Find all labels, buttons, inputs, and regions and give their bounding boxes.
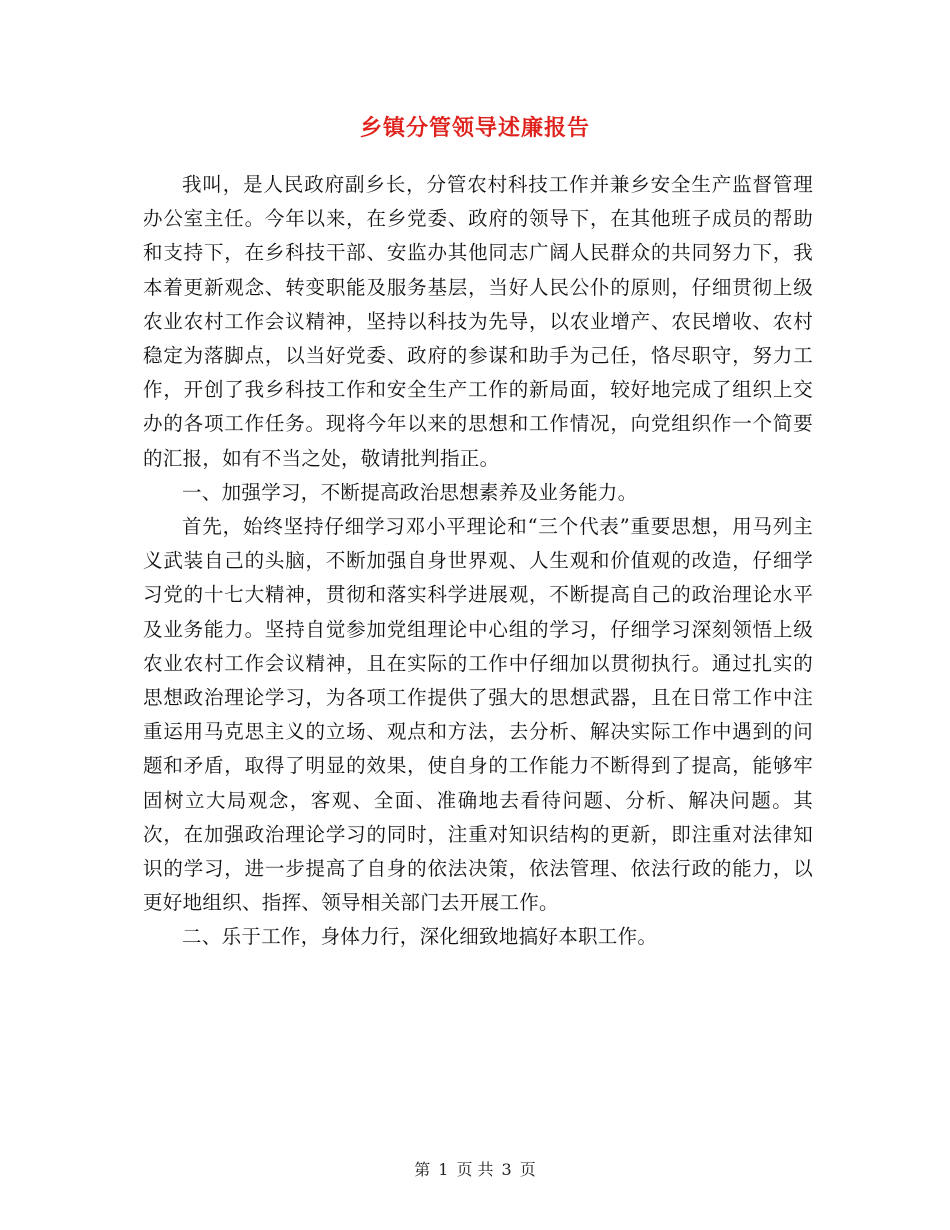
section-heading-1: 一、加强学习，不断提高政治思想素养及业务能力。 [182,480,638,504]
footer-suffix: 页 [519,1160,536,1179]
footer-middle: 页 共 [456,1160,494,1179]
footer-total-pages: 3 [501,1160,512,1179]
document-body [143,168,813,955]
section-heading-2: 二、乐于工作，身体力行，深化细致地搞好本职工作。 [182,925,658,949]
page-footer [0,1158,950,1182]
document-title: 乡镇分管领导述廉报告 [359,115,590,141]
paragraph-intro: 我叫，是人民政府副乡长，分管农村科技工作并兼乡安全生产监督管理办公室主任。今年以来，在乡党委、政府的领导下，在其他班子成员的帮助和支持下，在乡科技干部、安监办其他同志广阔人民群众的共同努力下，我本着更新观念、转变职能及服务基层，当好人民公仆的原则，仔细贯彻上级农业农村工作会议精神，坚持以科技为先导，以农业增产、农民增收、农村稳定为落脚点，以当好党委、政府的参谋和助手为己任，恪尽职守，努力工作，开创了我乡科技工作和安全生产工作的新局面，较好地完成了组织上交办的各项工作任务。现将今年以来的思想和工作情况，向党组织作一个简要的汇报，如有不当之处，敬请批判指正。 [143,173,813,470]
footer-page-number: 1 [438,1160,449,1179]
paragraph-study: 首先，始终坚持仔细学习邓小平理论和“三个代表”重要思想，用马列主义武装自己的头脑，不断加强自身世界观、人生观和价值观的改造，仔细学习党的十七大精神，贯彻和落实科学进展观，不断提高自己的政治理论水平及业务能力。坚持自觉参加党组理论中心组的学习，仔细学习深刻领悟上级农业农村工作会议精神，且在实际的工作中仔细加以贯彻执行。通过扎实的思想政治理论学习，为各项工作提供了强大的思想武器，且在日常工作中注重运用马克思主义的立场、观点和方法，去分析、解决实际工作中遇到的问题和矛盾，取得了明显的效果，使自身的工作能力不断得到了提高，能够牢固树立大局观念，客观、全面、准确地去看待问题、分析、解决问题。其次，在加强政治理论学习的同时，注重对知识结构的更新，即注重对法律知识的学习，进一步提高了自身的依法决策，依法管理、依法行政的能力，以更好地组织、指挥、领导相关部门去开展工作。 [143,515,813,915]
footer-prefix: 第 [414,1160,431,1179]
